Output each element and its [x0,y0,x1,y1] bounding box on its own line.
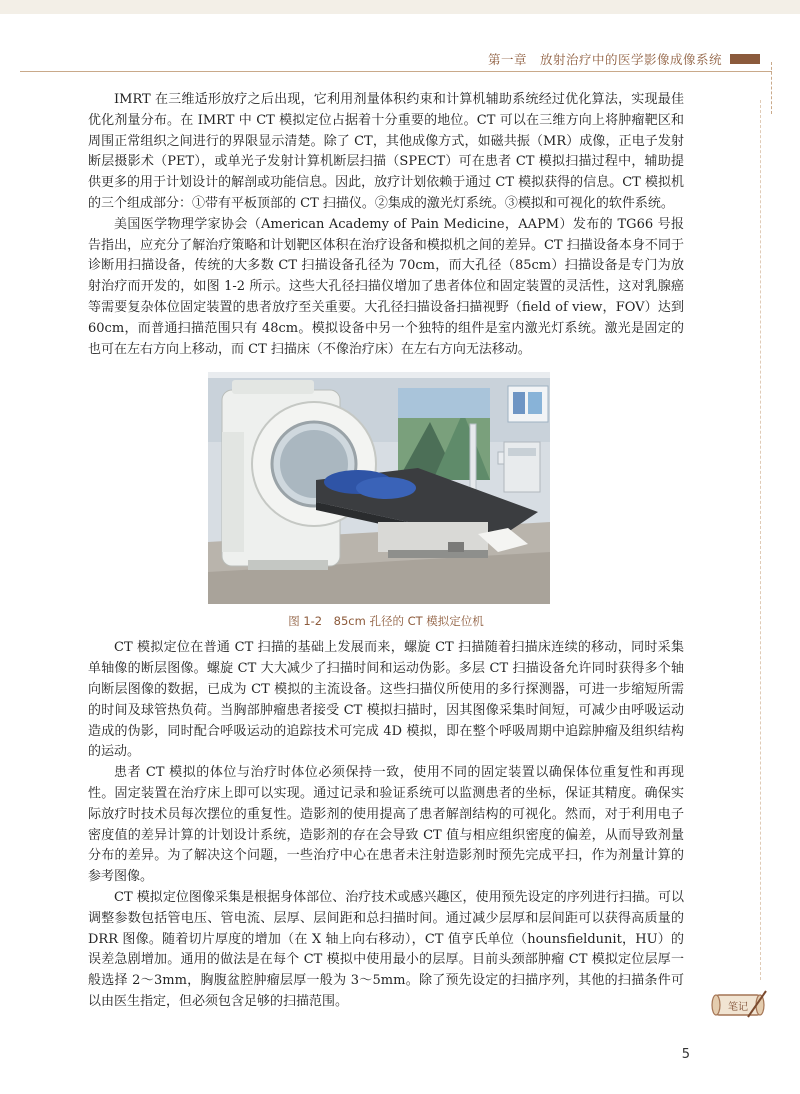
page-number: 5 [681,1047,690,1062]
paragraph: 美国医学物理学家协会（American Academy of Pain Medicine，AAPM）发布的 TG66 号报告指出，应充分了解治疗策略和计划靶区体积在治疗设备和模拟机之间的差异。CT 扫描设备本身不同于诊断用扫描设备，传统的大多数 CT 扫描设备孔径为 70cm，而大孔径（85cm）扫描设备是专门为放射治疗而开发的，如图 1-2 所示。这些大孔径扫描仪增加了患者体位和固定装置的灵活性，这对乳腺癌等需要复杂体位固定装置的患者放疗至关重要。大孔径扫描设备扫描视野（field of view，FOV）达到 60cm，而普通扫描范围只有 48cm。模拟设备中另一个独特的组件是室内激光灯系统。激光是固定的也可在左右方向上移动，而 CT 扫描床（不像治疗床）在左右方向无法移动。 [88,216,684,357]
paragraph: IMRT 在三维适形放疗之后出现，它利用剂量体积约束和计算机辅助系统经过优化算法，实现最佳优化剂量分布。在 IMRT 中 CT 模拟定位占据着十分重要的地位。CT 可以在三维方向上将肿瘤靶区和周围正常组织之间进行的界限显示清楚。除了 CT，其他成像方式，如磁共振（MR）成像，正电子发射断层摄影术（PET），或单光子发射计算机断层扫描（SPECT）可在患者 CT 模拟扫描过程中，辅助提供更多的用于计划设计的解剖或功能信息。因此，放疗计划依赖于通过 CT 模拟获得的信息。CT 模拟机的三个组成部分：①带有平板顶部的 CT 扫描仪。②集成的激光灯系统。③模拟和可视化的软件系统。 [88,92,684,211]
page-body [88,90,684,1013]
paragraph: CT 模拟定位图像采集是根据身体部位、治疗技术或感兴趣区，使用预先设定的序列进行扫描。可以调整参数包括管电压、管电流、层厚、层间距和总扫描时间。通过减少层厚和层间距可以获得高质量的 DRR 图像。随着切片厚度的增加（在 X 轴上向右移动），CT 值亨氏单位（hounsfieldunit，HU）的误差急剧增加。通用的做法是在每个 CT 模拟中使用最小的层厚。目前头颈部肿瘤 CT 模拟定位层厚一般选择 2～3mm，胸腹盆腔肿瘤层厚一般为 3～5mm。除了预先设定的扫描序列，其他的扫描条件可以由医生指定，但必须包含足够的扫描范围。 [88,889,684,1009]
header-accent-block [730,54,760,64]
notes-label: 笔记 [728,1002,748,1013]
ct-simulator-photo [208,372,550,604]
margin-dashed-line [760,100,762,980]
notes-scroll-icon [708,985,770,1027]
paragraphs-after-figure [88,638,684,1012]
figure-1-2 [88,372,684,634]
chapter-title: 第一章 放射治疗中的医学影像成像系统 [487,52,722,67]
paragraph: CT 模拟定位在普通 CT 扫描的基础上发展而来，螺旋 CT 扫描随着扫描床连续的移动，同时采集单轴像的断层图像。螺旋 CT 大大减少了扫描时间和运动伪影。多层 CT 扫描设备允许同时获得多个轴向断层图像的数据，已成为 CT 模拟的主流设备。这些扫描仪所使用的多行探测器，可进一步缩短所需的时间及球管热负荷。当胸部肿瘤患者接受 CT 模拟扫描时，因其图像采集时间短，可减少由呼吸运动造成的伪影，同时配合呼吸运动的追踪技术可完成 4D 模拟，即在整个呼吸周期中追踪肿瘤及组织结构的运动。 [88,640,684,760]
figure-caption: 图 1-2 85cm 孔径的 CT 模拟定位机 [288,614,484,629]
top-strip [0,0,800,14]
header-dashed-corner [761,62,772,114]
running-header [20,48,772,72]
paragraph: 患者 CT 模拟的体位与治疗时体位必须保持一致，使用不同的固定装置以确保体位重复性和再现性。固定装置在治疗床上即可以实现。通过记录和验证系统可以监测患者的坐标，保证其精度。确保实际放疗时技术员每次摆位的重复性。造影剂的使用提高了患者解剖结构的可视化。然而，对于利用电子密度值的差异计算的计划设计系统，造影剂的存在会导致 CT 值与相应组织密度的偏差，从而导致剂量分布的差异。为了解决这个问题，一些治疗中心在患者未注射造影剂时预先完成平扫，作为剂量计算的参考图像。 [88,765,684,885]
header-rule [20,71,772,72]
